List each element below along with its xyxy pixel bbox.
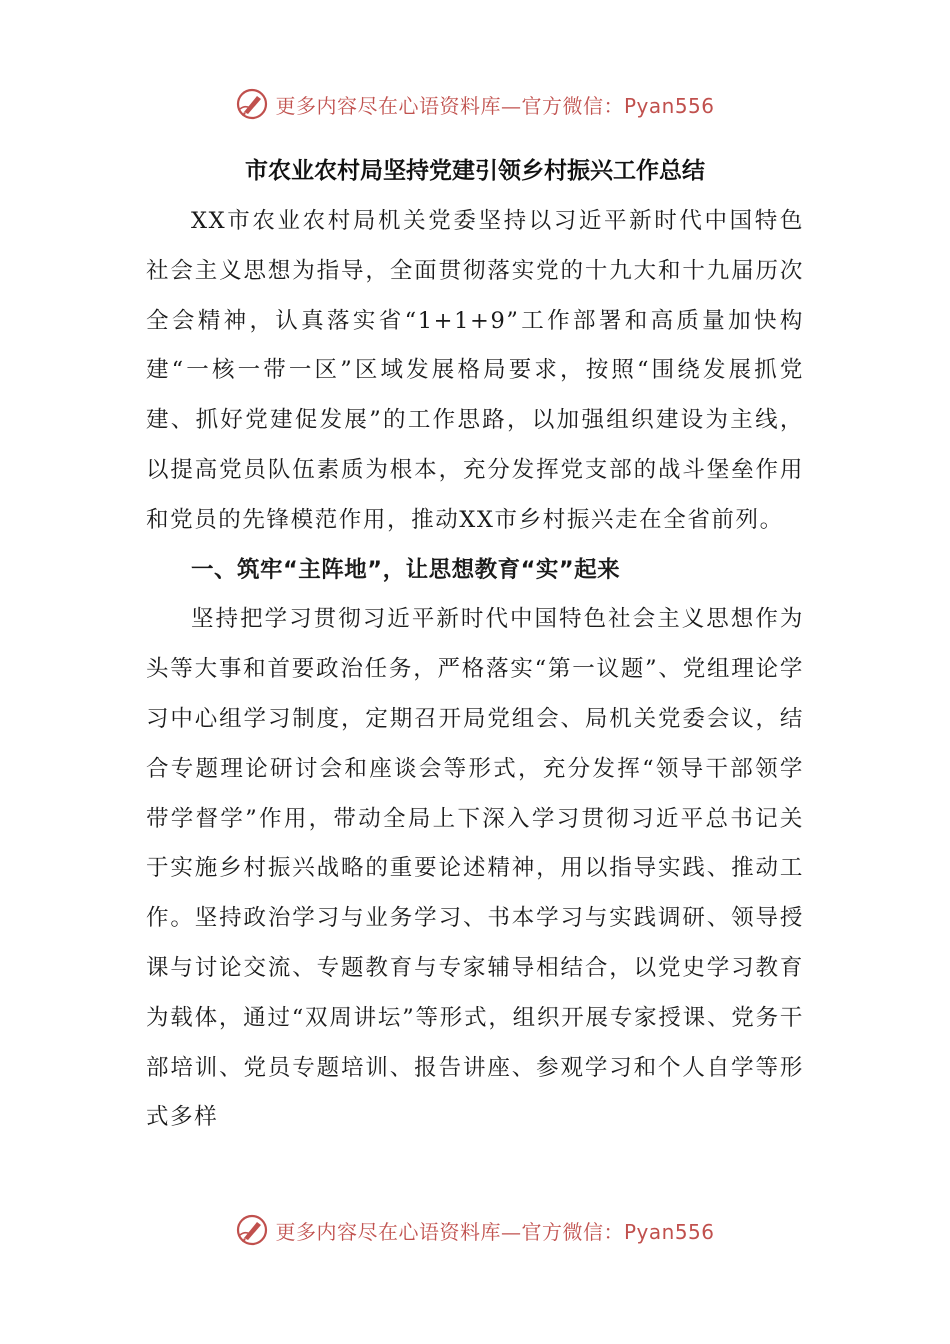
wechat-id: Pyan556: [623, 1219, 715, 1244]
pen-logo-icon: [235, 87, 269, 121]
pen-logo-icon: [235, 1213, 269, 1247]
banner-text: 更多内容尽在心语资料库—官方微信：Pyan556: [275, 1219, 715, 1244]
document-title: 市农业农村局坚持党建引领乡村振兴工作总结: [245, 158, 705, 184]
wechat-id: Pyan556: [623, 93, 715, 118]
document-body: [146, 197, 804, 1143]
section-1-paragraph: 坚持把学习贯彻习近平新时代中国特色社会主义思想作为头等大事和首要政治任务，严格落实“第一议题”、党组理论学习中心组学习制度，定期召开局党组会、局机关党委会议，结合专题理论研讨会和座谈会等形式，充分发挥“领导干部领学带学督学”作用，带动全局上下深入学习贯彻习近平总书记关于实施乡村振兴战略的重要论述精神，用以指导实践、推动工作。坚持政治学习与业务学习、书本学习与实践调研、领导授课与讨论交流、专题教育与专家辅导相结合，以党史学习教育为载体，通过“双周讲坛”等形式，组织开展专家授课、党务干部培训、党员专题培训、报告讲座、参观学习和个人自学等形式多样: [146, 606, 804, 1131]
banner-text: 更多内容尽在心语资料库—官方微信：Pyan556: [275, 93, 715, 118]
header-watermark-banner: [0, 84, 950, 124]
intro-paragraph: XX市农业农村局机关党委坚持以习近平新时代中国特色社会主义思想为指导，全面贯彻落实党的十九大和十九届历次全会精神，认真落实省“1+1+9”工作部署和高质量加快构建“一核一带一区”区域发展格局要求，按照“围绕发展抓党建、抓好党建促发展”的工作思路，以加强组织建设为主线，以提高党员队伍素质为根本，充分发挥党支部的战斗堡垒作用和党员的先锋模范作用，推动XX市乡村振兴走在全省前列。: [146, 208, 804, 533]
section-1-heading: 一、筑牢“主阵地”，让思想教育“实”起来: [191, 556, 621, 583]
footer-watermark-banner: [0, 1210, 950, 1250]
